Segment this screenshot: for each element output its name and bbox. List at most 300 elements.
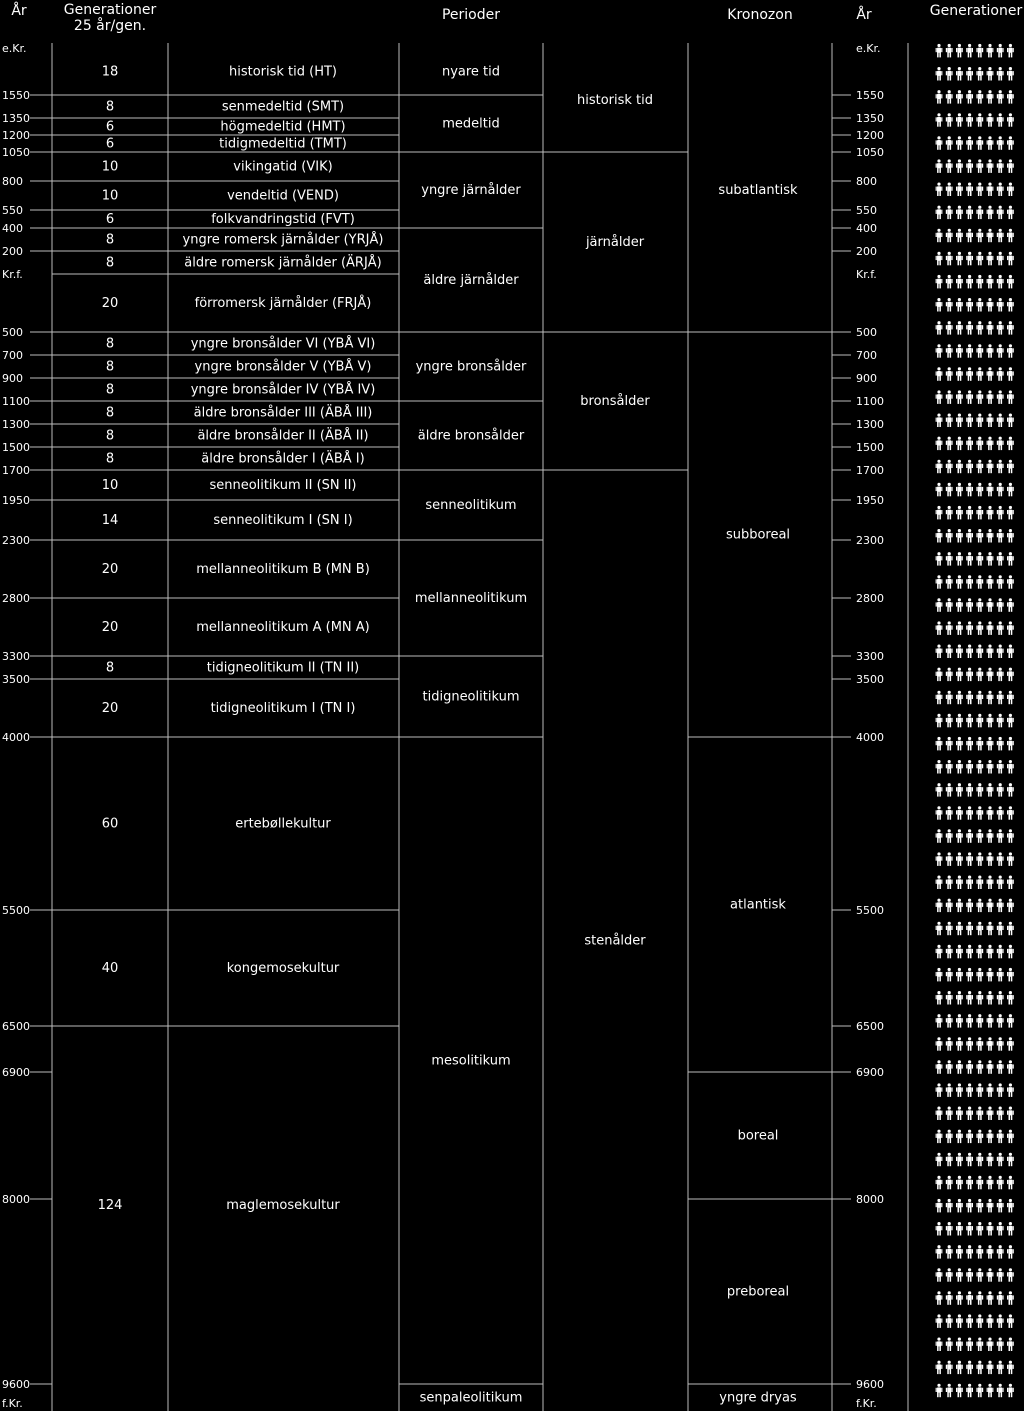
year-label-right: 800: [856, 175, 877, 188]
person-icon: [997, 90, 1004, 104]
person-icon: [936, 252, 943, 266]
age-label: stenålder: [584, 933, 646, 949]
period-label: äldre bronsålder: [417, 428, 525, 444]
person-icon: [956, 321, 963, 335]
person-icon: [946, 852, 953, 866]
person-icon: [987, 806, 994, 820]
person-icon: [1007, 275, 1014, 289]
person-icon: [976, 321, 983, 335]
person-icon: [956, 852, 963, 866]
chronozone-label: atlantisk: [730, 897, 786, 913]
person-icon: [946, 183, 953, 197]
header-chronozone: Kronozon: [727, 7, 793, 23]
header-year-left: År: [11, 3, 27, 19]
person-icon: [987, 1314, 994, 1328]
person-icon: [966, 1037, 973, 1051]
person-icon: [956, 1107, 963, 1121]
person-icon: [956, 899, 963, 913]
person-icon: [966, 714, 973, 728]
person-icon: [956, 367, 963, 381]
person-icon: [946, 390, 953, 404]
person-icon: [966, 783, 973, 797]
culture-generations: 8: [105, 428, 115, 444]
person-icon: [987, 945, 994, 959]
period-label: mesolitikum: [431, 1053, 511, 1069]
year-label-left: 6500: [2, 1020, 30, 1033]
person-icon: [966, 991, 973, 1005]
person-icon: [956, 113, 963, 127]
year-label-right: 5500: [856, 904, 884, 917]
person-icon: [1007, 968, 1014, 982]
year-label-right: 2800: [856, 592, 884, 605]
person-icon: [956, 968, 963, 982]
person-icon: [976, 298, 983, 312]
person-icon: [987, 183, 994, 197]
person-icon: [936, 390, 943, 404]
person-icon: [1007, 1222, 1014, 1236]
culture-generations: 20: [101, 620, 119, 635]
person-icon: [997, 390, 1004, 404]
person-icon: [936, 298, 943, 312]
person-icon: [1007, 575, 1014, 589]
person-icon: [966, 922, 973, 936]
person-icon: [966, 159, 973, 173]
person-icon: [997, 252, 1004, 266]
person-icon: [956, 67, 963, 81]
person-icon: [946, 229, 953, 243]
person-icon: [956, 922, 963, 936]
person-icon: [956, 806, 963, 820]
year-label-left: Kr.f.: [2, 268, 23, 281]
person-icon: [976, 991, 983, 1005]
person-icon: [966, 1245, 973, 1259]
person-icon: [956, 1130, 963, 1144]
person-icon: [987, 1107, 994, 1121]
year-label-left: 400: [2, 222, 23, 235]
person-icon: [966, 483, 973, 497]
person-icon: [946, 206, 953, 220]
person-icon: [956, 737, 963, 751]
culture-name: äldre bronsålder II (ÄBÅ II): [197, 428, 369, 444]
person-icon: [946, 621, 953, 635]
culture-generations: 8: [105, 359, 115, 375]
person-icon: [966, 460, 973, 474]
person-icon: [987, 552, 994, 566]
person-icon: [966, 344, 973, 358]
person-icon: [966, 275, 973, 289]
year-label-right: Kr.f.: [856, 268, 877, 281]
year-label-left: 700: [2, 349, 23, 362]
person-icon: [946, 783, 953, 797]
year-label-left: 1700: [2, 464, 30, 477]
person-icon: [976, 67, 983, 81]
person-icon: [936, 829, 943, 843]
person-icon: [946, 1314, 953, 1328]
person-icon: [1007, 899, 1014, 913]
year-label-left: 500: [2, 326, 23, 339]
person-icon: [997, 691, 1004, 705]
person-icon: [936, 945, 943, 959]
person-icon: [976, 1361, 983, 1375]
person-icon: [997, 945, 1004, 959]
person-icon: [987, 529, 994, 543]
person-icon: [997, 876, 1004, 890]
chronozone-label: subboreal: [725, 527, 791, 543]
person-icon: [936, 1291, 943, 1305]
period-label: senpaleolitikum: [419, 1390, 523, 1406]
person-icon: [997, 321, 1004, 335]
year-label-right: 9600: [856, 1378, 884, 1391]
culture-generations: 18: [101, 64, 119, 80]
person-icon: [946, 321, 953, 335]
age-label: bronsålder: [580, 394, 650, 409]
year-label-left: 1100: [2, 395, 30, 408]
culture-name: senneolitikum II (SN II): [209, 478, 357, 493]
age-column: [577, 93, 653, 949]
culture-generations: 20: [101, 562, 119, 577]
person-icon: [987, 714, 994, 728]
person-icon: [946, 922, 953, 936]
person-icon: [976, 1384, 983, 1398]
person-icon: [1007, 206, 1014, 220]
person-icon: [936, 1107, 943, 1121]
person-icon: [976, 1083, 983, 1097]
year-label-right: 1950: [856, 494, 884, 507]
year-label-right: 200: [856, 245, 877, 258]
person-icon: [1007, 506, 1014, 520]
person-icon: [997, 1268, 1004, 1282]
culture-generations: 10: [101, 188, 119, 204]
header-generations-left-line1: Generationer: [63, 2, 157, 18]
person-icon: [956, 621, 963, 635]
year-label-left: 9600: [2, 1378, 30, 1391]
culture-name: äldre bronsålder III (ÄBÅ III): [193, 405, 373, 421]
person-icon: [976, 529, 983, 543]
person-icon: [997, 206, 1004, 220]
year-label-right: 700: [856, 349, 877, 362]
person-icon: [997, 1245, 1004, 1259]
person-icon: [966, 44, 973, 58]
person-icon: [976, 1245, 983, 1259]
person-icon: [997, 552, 1004, 566]
year-label-left: 3500: [2, 673, 30, 686]
person-icon: [946, 1268, 953, 1282]
person-icon: [987, 621, 994, 635]
person-icon: [976, 344, 983, 358]
person-icon: [976, 252, 983, 266]
person-icon: [1007, 783, 1014, 797]
person-icon: [936, 1338, 943, 1352]
culture-generations: 40: [101, 961, 119, 976]
person-icon: [966, 1361, 973, 1375]
person-icon: [987, 90, 994, 104]
person-icon: [987, 783, 994, 797]
person-icon: [997, 598, 1004, 612]
culture-name: mellanneolitikum B (MN B): [196, 562, 370, 577]
person-icon: [1007, 922, 1014, 936]
person-icon: [976, 183, 983, 197]
person-icon: [976, 159, 983, 173]
person-icon: [997, 760, 1004, 774]
culture-name: äldre romersk järnålder (ÄRJÅ): [184, 255, 382, 271]
person-icon: [987, 44, 994, 58]
person-icon: [1007, 159, 1014, 173]
person-icon: [997, 714, 1004, 728]
culture-name: historisk tid (HT): [228, 64, 338, 80]
person-icon: [966, 367, 973, 381]
person-icon: [956, 252, 963, 266]
person-icon: [966, 621, 973, 635]
person-icon: [976, 113, 983, 127]
year-label-left: 4000: [2, 731, 30, 744]
culture-column: [98, 65, 384, 1214]
year-label-right: 8000: [856, 1193, 884, 1206]
person-icon: [976, 1268, 983, 1282]
person-icon: [987, 136, 994, 150]
person-icon: [956, 1060, 963, 1074]
culture-name: yngre bronsålder V (YBÅ V): [194, 359, 372, 375]
person-icon: [976, 968, 983, 982]
person-icon: [976, 1037, 983, 1051]
person-icon: [987, 67, 994, 81]
person-icon: [936, 714, 943, 728]
person-icon: [987, 344, 994, 358]
person-icon: [956, 1291, 963, 1305]
person-icon: [997, 1338, 1004, 1352]
person-icon: [946, 991, 953, 1005]
year-label-right: 1700: [856, 464, 884, 477]
person-icon: [997, 529, 1004, 543]
person-icon: [987, 1222, 994, 1236]
person-icon: [936, 1222, 943, 1236]
person-icon: [936, 760, 943, 774]
person-icon: [946, 1245, 953, 1259]
person-icon: [936, 621, 943, 635]
person-icon: [946, 598, 953, 612]
person-icon: [997, 1060, 1004, 1074]
person-icon: [956, 183, 963, 197]
person-icon: [946, 1130, 953, 1144]
person-icon: [997, 460, 1004, 474]
person-icon: [1007, 1314, 1014, 1328]
person-icon: [936, 159, 943, 173]
person-icon: [1007, 1153, 1014, 1167]
person-icon: [1007, 1199, 1014, 1213]
person-icon: [1007, 460, 1014, 474]
person-icon: [976, 760, 983, 774]
person-icon: [936, 275, 943, 289]
culture-name: senneolitikum I (SN I): [213, 513, 353, 528]
person-icon: [976, 506, 983, 520]
person-icon: [997, 1014, 1004, 1027]
person-icon: [1007, 1384, 1014, 1398]
person-icon: [936, 1153, 943, 1167]
person-icon: [976, 1222, 983, 1236]
person-icon: [936, 645, 943, 659]
person-icon: [1007, 1130, 1014, 1144]
person-icon: [956, 229, 963, 243]
person-icon: [956, 1361, 963, 1375]
person-icon: [946, 575, 953, 589]
person-icon: [976, 806, 983, 820]
person-icon: [976, 90, 983, 104]
person-icon: [956, 1338, 963, 1352]
year-label-left: 5500: [2, 904, 30, 917]
year-label-left: 900: [2, 372, 23, 385]
person-icon: [997, 275, 1004, 289]
culture-name: ertebøllekultur: [235, 816, 331, 832]
person-icon: [936, 113, 943, 127]
period-label: äldre järnålder: [423, 273, 519, 288]
header-generations-left-line2: 25 år/gen.: [73, 18, 147, 34]
person-icon: [987, 437, 994, 451]
culture-name: senmedeltid (SMT): [221, 99, 345, 115]
person-icon: [1007, 437, 1014, 451]
culture-name: tidigneolitikum II (TN II): [206, 660, 360, 676]
chronozone-column: [718, 183, 798, 1406]
culture-name: vendeltid (VEND): [227, 188, 339, 204]
culture-generations: 20: [101, 296, 119, 311]
person-icon: [936, 344, 943, 358]
person-icon: [936, 1060, 943, 1074]
person-icon: [946, 945, 953, 959]
person-icon: [946, 460, 953, 474]
culture-generations: 8: [105, 99, 115, 115]
person-icon: [1007, 1245, 1014, 1259]
person-icon: [987, 1060, 994, 1074]
person-icon: [956, 90, 963, 104]
person-icon: [976, 852, 983, 866]
person-icon: [936, 899, 943, 913]
person-icon: [976, 414, 983, 428]
person-icon: [997, 991, 1004, 1005]
year-label-right: e.Kr.: [856, 42, 881, 55]
person-icon: [1007, 806, 1014, 820]
year-label-left: 2300: [2, 534, 30, 547]
year-label-left: 1350: [2, 112, 30, 125]
person-icon: [987, 991, 994, 1005]
person-icon: [966, 1107, 973, 1121]
year-label-right: 2300: [856, 534, 884, 547]
person-icon: [1007, 668, 1014, 682]
year-label-left: 1500: [2, 441, 30, 454]
person-icon: [1007, 1361, 1014, 1375]
person-icon: [936, 598, 943, 612]
person-icon: [936, 737, 943, 751]
person-icon: [987, 1268, 994, 1282]
person-icon: [987, 1176, 994, 1190]
person-icon: [987, 876, 994, 890]
person-icon: [1007, 991, 1014, 1005]
person-icon: [946, 1199, 953, 1213]
person-icon: [976, 1291, 983, 1305]
person-icon: [987, 829, 994, 843]
person-icon: [956, 714, 963, 728]
person-icon: [946, 90, 953, 104]
person-icon: [976, 390, 983, 404]
year-label-right: 1350: [856, 112, 884, 125]
person-icon: [976, 899, 983, 913]
person-icon: [956, 1199, 963, 1213]
year-label-left: 550: [2, 204, 23, 217]
person-icon: [946, 645, 953, 659]
person-icon: [987, 760, 994, 774]
person-icon: [1007, 44, 1014, 58]
person-icon: [1007, 1338, 1014, 1352]
person-icon: [976, 876, 983, 890]
person-icon: [997, 1384, 1004, 1398]
person-icon: [956, 783, 963, 797]
person-icon: [997, 1083, 1004, 1097]
person-icon: [997, 437, 1004, 451]
person-icon: [966, 113, 973, 127]
person-icon: [1007, 483, 1014, 497]
person-icon: [976, 714, 983, 728]
person-icon: [936, 67, 943, 81]
person-icon: [987, 1245, 994, 1259]
person-icon: [956, 390, 963, 404]
person-icon: [987, 206, 994, 220]
person-icon: [946, 829, 953, 843]
person-icon: [1007, 529, 1014, 543]
person-icon: [946, 1384, 953, 1398]
person-icon: [997, 229, 1004, 243]
person-icon: [936, 460, 943, 474]
person-icon: [997, 113, 1004, 127]
person-icon: [987, 691, 994, 705]
person-icon: [987, 252, 994, 266]
person-icon: [997, 806, 1004, 820]
person-icon: [997, 344, 1004, 358]
chronozone-label: subatlantisk: [718, 183, 798, 198]
person-icon: [997, 922, 1004, 936]
year-label-right: 1050: [856, 146, 884, 159]
person-icon: [1007, 90, 1014, 104]
person-icon: [946, 44, 953, 58]
culture-generations: 8: [105, 336, 115, 352]
person-icon: [997, 1291, 1004, 1305]
person-icon: [946, 159, 953, 173]
person-icon: [976, 922, 983, 936]
year-label-left: 1550: [2, 89, 30, 102]
culture-generations: 8: [105, 660, 115, 676]
person-icon: [987, 367, 994, 381]
culture-name: tidigmedeltid (TMT): [219, 136, 347, 152]
person-icon: [946, 1153, 953, 1167]
year-label-left: 200: [2, 245, 23, 258]
person-icon: [956, 691, 963, 705]
person-icon: [987, 113, 994, 127]
person-icon: [966, 1060, 973, 1074]
person-icon: [936, 668, 943, 682]
year-label-left: 8000: [2, 1193, 30, 1206]
culture-generations: 8: [105, 382, 115, 398]
person-icon: [976, 575, 983, 589]
person-icon: [936, 183, 943, 197]
person-icon: [997, 668, 1004, 682]
year-label-left: 2800: [2, 592, 30, 605]
person-icon: [1007, 737, 1014, 751]
person-icon: [966, 321, 973, 335]
person-icon: [966, 645, 973, 659]
year-label-left: 1300: [2, 418, 30, 431]
person-icon: [976, 483, 983, 497]
person-icon: [966, 1222, 973, 1236]
person-icon: [946, 968, 953, 982]
person-icon: [966, 552, 973, 566]
person-icon: [987, 1153, 994, 1167]
person-icon: [936, 1361, 943, 1375]
